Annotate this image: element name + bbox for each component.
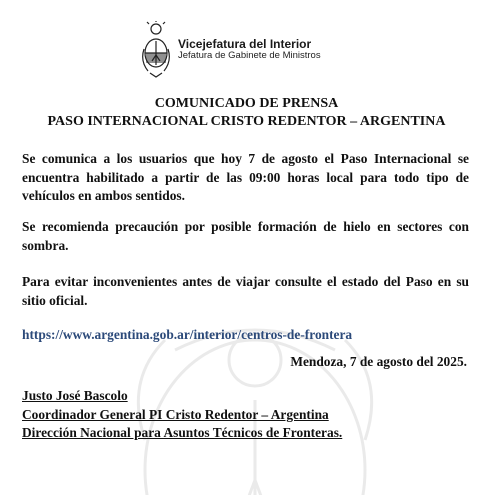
title-line-1: COMUNICADO DE PRENSA (154, 96, 339, 111)
signer-department: Dirección Nacional para Asuntos Técnicos de Fronteras. (22, 425, 343, 440)
signer-role: Coordinador General PI Cristo Redentor – Argentina (22, 406, 329, 422)
org-text (178, 38, 321, 63)
signature-block (22, 387, 342, 443)
org-name: Vicejefatura del Interior (178, 36, 312, 51)
paragraph-2: Se recomienda precaución por posible formación de hielo en sectores con sombra. (22, 219, 469, 253)
date-line: Mendoza, 7 de agosto del 2025. (290, 354, 467, 369)
paragraph-1: Se comunica a los usuarios que hoy 7 de agosto el Paso Internacional se encuentra habilitado a partir de las 09:00 horas local para todo tipo de vehículos en ambos sentidos. (22, 151, 469, 203)
title-line-2: PASO INTERNACIONAL CRISTO REDENTOR – ARGENTINA (47, 114, 446, 129)
document-title (0, 95, 493, 131)
signer-name: Justo José Bascolo (22, 388, 128, 403)
paragraph-3: Para evitar inconvenientes antes de viajar consulte el estado del Paso en su sitio oficial. (22, 274, 469, 308)
border-centers-link[interactable]: https://www.argentina.gob.ar/interior/centros-de-frontera (22, 327, 353, 342)
org-subtitle: Jefatura de Gabinete de Ministros (178, 50, 321, 62)
coat-of-arms-icon (140, 21, 172, 79)
org-header (140, 20, 321, 80)
